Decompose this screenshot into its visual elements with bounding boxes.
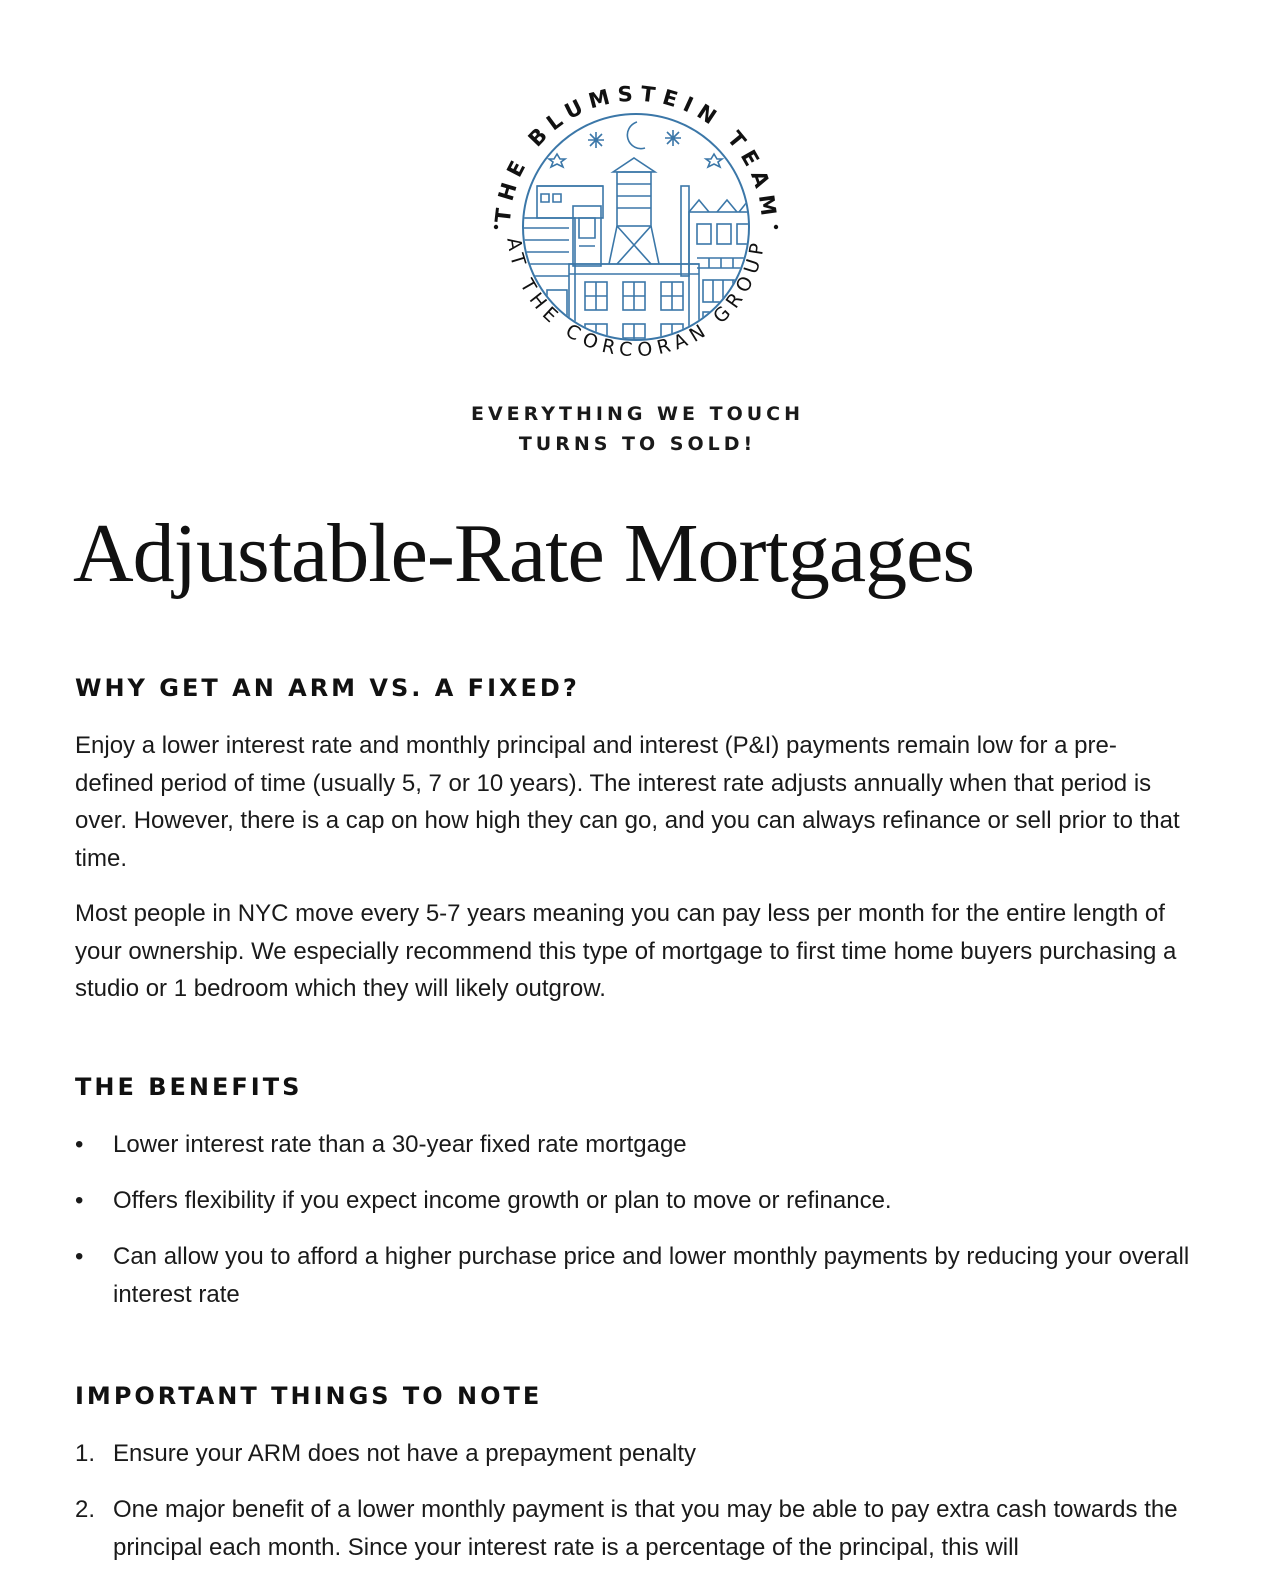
team-logo	[477, 68, 795, 386]
logo-ring-top-text: THE BLUMSTEIN TEAM	[490, 81, 782, 225]
note-text: Ensure your ARM does not have a prepayment penalty	[113, 1440, 697, 1467]
note-list-item	[75, 1435, 1195, 1473]
bullet-marker: •	[75, 1187, 84, 1214]
bullet-marker: •	[75, 1243, 84, 1270]
tagline-line-1: EVERYTHING WE TOUCH	[471, 403, 804, 425]
benefit-text: Offers flexibility if you expect income growth or plan to move or refinance.	[113, 1187, 892, 1214]
benefit-list-item	[75, 1126, 1195, 1164]
page-title: Adjustable-Rate Mortgages	[73, 507, 975, 600]
notes-heading: IMPORTANT THINGS TO NOTE	[75, 1382, 543, 1410]
benefit-text: Lower interest rate than a 30-year fixed rate mortgage	[113, 1131, 687, 1158]
bullet-marker: •	[75, 1131, 84, 1158]
logo-ring-bottom-text: AT THE CORCORAN GROUP	[502, 235, 770, 362]
list-number: 1.	[75, 1440, 96, 1467]
why-paragraph-1: Enjoy a lower interest rate and monthly principal and interest (P&I) payments remain low for a pre-defined period of time (usually 5, 7 or 10 years). The interest rate adjusts annually when that period is over. However, there is a cap on how high they can go, and you can always refinance or sell prior to that time.	[75, 732, 1180, 872]
note-list-item	[75, 1491, 1195, 1566]
why-arm-heading: WHY GET AN ARM VS. A FIXED?	[75, 674, 580, 702]
tagline-line-2: TURNS TO SOLD!	[518, 433, 757, 455]
benefit-list-item	[75, 1238, 1195, 1313]
why-paragraph-2: Most people in NYC move every 5-7 years meaning you can pay less per month for the entire length of your ownership. We especially recommend this type of mortgage to first time home buyers purchasing a studio or 1 bedroom which they will likely outgrow.	[75, 900, 1177, 1002]
note-text: One major benefit of a lower monthly payment is that you may be able to pay extra cash towards the principal each month. Since your interest rate is a percentage of the principal, this will	[113, 1496, 1178, 1561]
list-number: 2.	[75, 1496, 96, 1523]
benefits-heading: THE BENEFITS	[75, 1073, 303, 1101]
team-logo-seal-icon	[477, 68, 795, 386]
benefit-list-item	[75, 1182, 1195, 1220]
benefit-text: Can allow you to afford a higher purchase price and lower monthly payments by reducing your overall interest rate	[113, 1243, 1190, 1308]
